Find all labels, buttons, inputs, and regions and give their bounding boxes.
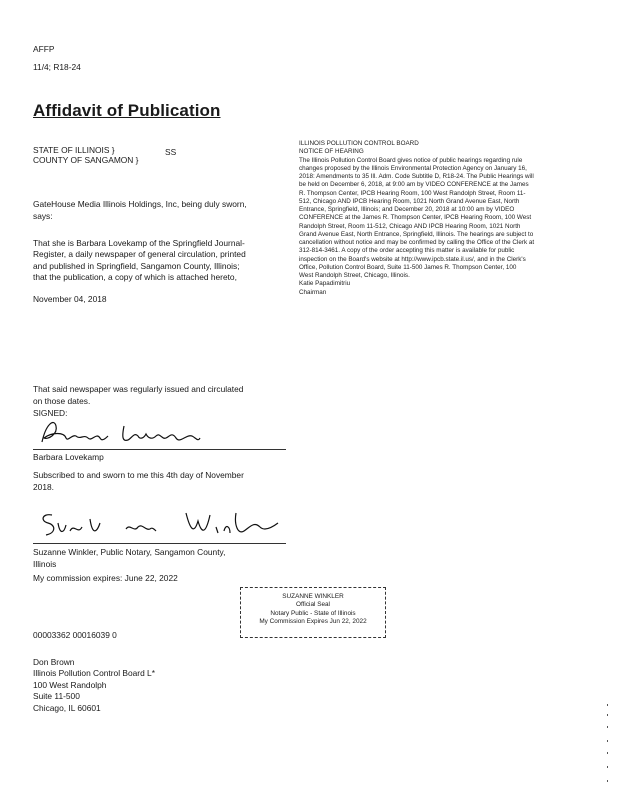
statement-line: That she is Barbara Lovekamp of the Springfield Journal- — [33, 238, 245, 248]
address-line: Suite 11-500 — [33, 691, 80, 702]
statement-line: Register, a daily newspaper of general circulation, printed — [33, 249, 246, 260]
notice-line: 512, Chicago AND IPCB Hearing Room, 1021 North Grand Avenue East, North — [299, 197, 520, 205]
mailing-address — [33, 657, 155, 714]
commission-expiry: My commission expires: June 22, 2022 — [33, 573, 178, 583]
notary-line-1: Suzanne Winkler, Public Notary, Sangamon County, — [33, 547, 226, 557]
statement-block — [33, 238, 293, 284]
notice-line: changes proposed by the Illinois Environmental Protection Agency on January 16, — [299, 164, 527, 172]
seal-expires: My Commission Expires Jun 22, 2022 — [259, 618, 367, 626]
address-line: Chicago, IL 60601 — [33, 702, 101, 713]
notice-line: The Illinois Pollution Control Board gives notice of public hearings regarding rule — [299, 156, 523, 164]
notice-heading: ILLINOIS POLLUTION CONTROL BOARD — [299, 140, 419, 147]
address-line: 100 West Randolph — [33, 679, 107, 690]
regular-issue-line-2: on those dates. — [33, 396, 91, 406]
seal-notary: Notary Public - State of Illinois — [270, 609, 356, 617]
publication-date: November 04, 2018 — [33, 294, 107, 304]
notary-seal-stamp — [240, 587, 386, 638]
statement-line: that the publication, a copy of which is attached hereto, — [33, 272, 237, 283]
notice-line: West Randolph Street, Chicago, Illinois. — [299, 272, 410, 279]
sworn-line-1: Subscribed to and sworn to me this 4th day of November — [33, 470, 244, 480]
statement-line: and published in Springfield, Sangamon County, Illinois; — [33, 260, 240, 271]
notice-line: cancellation without notice and may be confirmed by calling the Office of the Clerk at — [299, 239, 535, 246]
notice-subheading: NOTICE OF HEARING — [299, 148, 364, 156]
address-line: Don Brown — [33, 657, 75, 667]
regular-issue-line-1: That said newspaper was regularly issued and circulated — [33, 384, 244, 394]
notice-line: inspection on the Board's website at http://www.ipcb.state.il.us/, and in the Clerk's — [299, 255, 526, 263]
seal-official: Official Seal — [296, 601, 330, 609]
notice-line: Randolph Street, Room 11-512, Chicago AND IPCB Hearing Room, 1021 North — [299, 222, 521, 230]
legal-notice — [299, 140, 599, 297]
scan-edge-marks — [607, 700, 609, 790]
address-line: Illinois Pollution Control Board L* — [33, 668, 155, 679]
notice-line: Office, Pollution Control Board, Suite 11-500 James R. Thompson Center, 100 — [299, 263, 517, 271]
notice-line: be held on December 6, 2018, at 9:00 am by VIDEO CONFERENCE at the James — [299, 181, 529, 189]
notice-line: 2018: Amendments to 35 Ill. Adm. Code Subtitle D, R18-24. The Public Hearings will — [299, 173, 534, 180]
notary-line-2: Illinois — [33, 559, 57, 569]
signature-line — [33, 449, 286, 450]
notice-line: 312-814-3461. A copy of the order accepting this matter is available for public — [299, 247, 515, 255]
notice-line: CONFERENCE at the James R. Thompson Center, IPCB Hearing Room, 100 West — [299, 214, 532, 222]
notice-line: R. Thompson Center, IPCB Hearing Room, 100 West Randolph Street, Room 11- — [299, 189, 526, 197]
account-number: 00003362 00016039 0 — [33, 630, 117, 640]
venue-ss: SS — [165, 147, 177, 157]
notice-line: Grand Avenue East, North Entrance, Springfield, Illinois. The hearings are subject to — [299, 230, 534, 238]
venue-county: COUNTY OF SANGAMON } — [33, 155, 139, 165]
notary-signature — [34, 505, 284, 545]
venue-state: STATE OF ILLINOIS } — [33, 145, 115, 155]
sworn-line-2: 2018. — [33, 482, 54, 492]
notice-signer: Katie Papadimitriu — [299, 280, 351, 288]
form-code: AFFP — [33, 44, 55, 54]
notice-line: Entrance, Springfield, Illinois; and December 20, 2018 at 10:00 am by VIDEO — [299, 206, 515, 213]
publisher-line-1: GateHouse Media Illinois Holdings, Inc, being duly sworn, — [33, 199, 247, 209]
signer-name: Barbara Lovekamp — [33, 452, 104, 462]
notice-signer-title: Chairman — [299, 288, 327, 296]
page-title: Affidavit of Publication — [33, 101, 221, 120]
docket-reference: 11/4; R18-24 — [33, 62, 81, 72]
publisher-line-2: says: — [33, 211, 53, 221]
notary-signature-line — [33, 543, 286, 544]
affiant-signature — [36, 414, 206, 450]
seal-name: SUZANNE WINKLER — [282, 593, 344, 600]
signed-label: SIGNED: — [33, 408, 68, 418]
